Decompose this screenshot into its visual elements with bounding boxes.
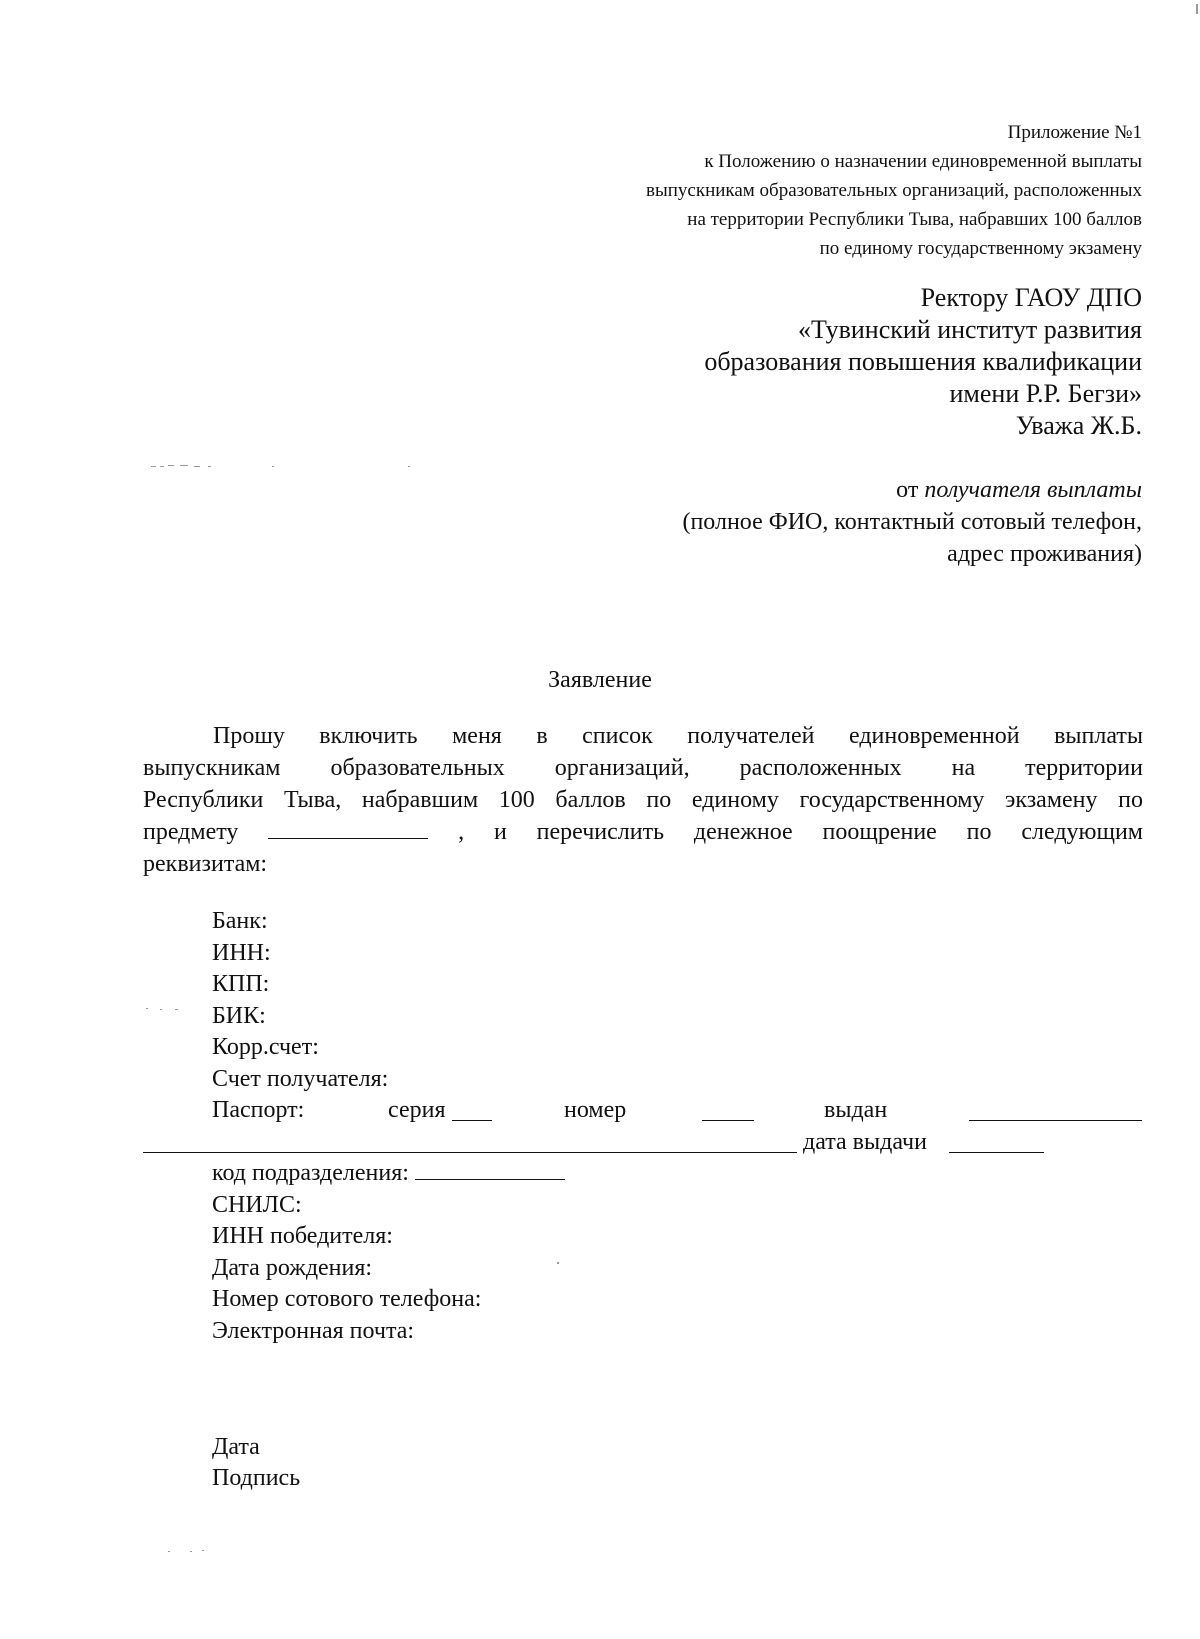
- field-winner-inn: ИНН победителя:: [212, 1223, 393, 1249]
- passport-issue-date-label: дата выдачи: [803, 1129, 927, 1155]
- addressee-line: Ректору ГАОУ ДПО: [920, 283, 1142, 312]
- field-corr-account: Корр.счет:: [212, 1034, 319, 1060]
- date-label: Дата: [212, 1434, 260, 1460]
- subject-label: предмету: [143, 819, 239, 845]
- field-snils: СНИЛС:: [212, 1191, 302, 1218]
- field-bik: БИК:: [212, 1002, 266, 1029]
- sender-from-role: получателя выплаты: [924, 477, 1142, 503]
- field-recipient-account: Счет получателя:: [212, 1065, 389, 1092]
- appendix-regulation-line: выпускникам образовательных организаций, расположенных: [646, 180, 1142, 201]
- appendix-regulation-line: к Положению о назначении единовременной выплаты: [704, 151, 1142, 172]
- field-email: Электронная почта:: [212, 1317, 415, 1344]
- sender-hint-line: (полное ФИО, контактный сотовый телефон,: [682, 509, 1142, 535]
- sender-from-prefix: от: [896, 477, 925, 503]
- passport-number-label: номер: [564, 1097, 627, 1123]
- signature-label: Подпись: [212, 1465, 301, 1491]
- appendix-regulation-line: по единому государственному экзамену: [819, 238, 1142, 259]
- field-birth-date: Дата рождения:: [212, 1254, 373, 1281]
- passport-series-label: серия: [388, 1097, 446, 1123]
- passport-issued-label: выдан: [824, 1097, 888, 1123]
- body-line: реквизитам:: [143, 851, 268, 877]
- field-phone: Номер сотового телефона:: [212, 1286, 482, 1312]
- field-kpp: КПП:: [212, 971, 270, 997]
- body-line: Прошу включить меня в список получателей единовременной выплаты: [213, 723, 1143, 749]
- appendix-regulation-line: на территории Республики Тыва, набравших 100 баллов: [687, 209, 1142, 230]
- body-line: Республики Тыва, набравшим 100 баллов по единому государственному экзамену по: [143, 787, 1143, 813]
- body-line-rest: , и перечислить денежное поощрение по следующим: [458, 819, 1143, 845]
- addressee-line: образования повышения квалификации: [704, 347, 1142, 376]
- document-title: Заявление: [548, 667, 652, 693]
- addressee-line: имени Р.Р. Бегзи»: [949, 379, 1142, 408]
- field-inn: ИНН:: [212, 939, 271, 966]
- appendix-number: Приложение №1: [1007, 122, 1142, 143]
- addressee-name: Уважа Ж.Б.: [1015, 411, 1142, 440]
- body-line: выпускникам образовательных организаций, расположенных на территории: [143, 755, 1143, 781]
- passport-label: Паспорт:: [212, 1097, 305, 1123]
- addressee-line: «Тувинский институт развития: [798, 315, 1142, 344]
- division-code-label: код подразделения:: [212, 1160, 409, 1186]
- sender-hint-line: адрес проживания): [947, 541, 1142, 567]
- field-bank: Банк:: [212, 908, 268, 934]
